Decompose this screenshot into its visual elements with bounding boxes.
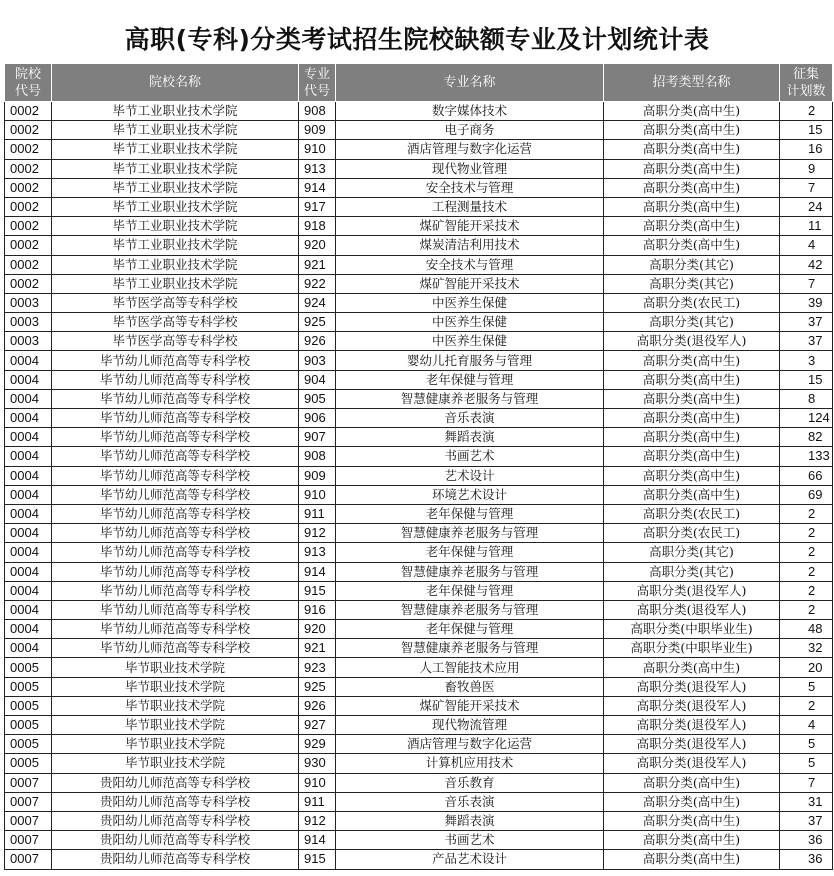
exam-type-cell: 高职分类(退役军人) [604, 716, 780, 735]
major-code-cell: 918 [299, 217, 336, 236]
plan-count-cell: 2 [780, 600, 833, 619]
plan-count-cell: 66 [780, 466, 833, 485]
table-row [5, 197, 833, 216]
major-code-cell: 909 [299, 466, 336, 485]
major-name-cell: 智慧健康养老服务与管理 [336, 562, 604, 581]
school-name-cell: 毕节幼儿师范高等专科学校 [52, 389, 299, 408]
plan-count-cell: 133 [780, 447, 833, 466]
major-code-cell: 906 [299, 409, 336, 428]
major-code-cell: 921 [299, 639, 336, 658]
school-code-cell: 0003 [5, 332, 52, 351]
school-code-cell: 0005 [5, 696, 52, 715]
school-code-cell: 0004 [5, 485, 52, 504]
table-row [5, 389, 833, 408]
school-name-cell: 毕节工业职业技术学院 [52, 197, 299, 216]
exam-type-cell: 高职分类(退役军人) [604, 735, 780, 754]
exam-type-cell: 高职分类(退役军人) [604, 581, 780, 600]
major-name-cell: 现代物业管理 [336, 159, 604, 178]
school-code-cell: 0004 [5, 447, 52, 466]
exam-type-cell: 高职分类(中职毕业生) [604, 620, 780, 639]
exam-type-cell: 高职分类(高中生) [604, 409, 780, 428]
exam-type-cell: 高职分类(高中生) [604, 447, 780, 466]
major-code-cell: 917 [299, 197, 336, 216]
table-row [5, 581, 833, 600]
table-header [5, 64, 833, 102]
school-name-cell: 毕节工业职业技术学院 [52, 102, 299, 121]
school-name-cell: 毕节职业技术学院 [52, 677, 299, 696]
major-name-cell: 产品艺术设计 [336, 850, 604, 869]
exam-type-cell: 高职分类(高中生) [604, 428, 780, 447]
table-row [5, 159, 833, 178]
major-name-cell: 老年保健与管理 [336, 581, 604, 600]
major-code-cell: 911 [299, 792, 336, 811]
major-code-cell: 929 [299, 735, 336, 754]
plan-count-cell: 24 [780, 197, 833, 216]
plan-count-cell: 2 [780, 543, 833, 562]
exam-type-cell: 高职分类(退役军人) [604, 696, 780, 715]
major-name-cell: 智慧健康养老服务与管理 [336, 600, 604, 619]
exam-type-cell: 高职分类(其它) [604, 562, 780, 581]
plan-count-cell: 42 [780, 255, 833, 274]
table-row [5, 792, 833, 811]
table-row [5, 102, 833, 121]
table-row [5, 370, 833, 389]
school-code-cell: 0007 [5, 773, 52, 792]
plan-count-cell: 36 [780, 831, 833, 850]
school-code-cell: 0007 [5, 831, 52, 850]
table-row [5, 773, 833, 792]
plan-count-cell: 5 [780, 754, 833, 773]
major-code-cell: 914 [299, 562, 336, 581]
major-code-cell: 908 [299, 447, 336, 466]
plan-count-cell: 2 [780, 581, 833, 600]
table-row [5, 716, 833, 735]
exam-type-cell: 高职分类(高中生) [604, 217, 780, 236]
school-name-cell: 毕节职业技术学院 [52, 696, 299, 715]
exam-type-cell: 高职分类(高中生) [604, 236, 780, 255]
table-row [5, 274, 833, 293]
school-name-cell: 毕节医学高等专科学校 [52, 293, 299, 312]
major-name-cell: 音乐教育 [336, 773, 604, 792]
exam-type-cell: 高职分类(退役军人) [604, 600, 780, 619]
major-name-cell: 现代物流管理 [336, 716, 604, 735]
table-row [5, 217, 833, 236]
school-code-cell: 0003 [5, 293, 52, 312]
exam-type-cell: 高职分类(高中生) [604, 773, 780, 792]
major-code-cell: 922 [299, 274, 336, 293]
school-code-cell: 0002 [5, 178, 52, 197]
major-code-cell: 910 [299, 485, 336, 504]
exam-type-cell: 高职分类(退役军人) [604, 754, 780, 773]
school-code-cell: 0004 [5, 581, 52, 600]
school-name-cell: 毕节幼儿师范高等专科学校 [52, 351, 299, 370]
plan-count-cell: 2 [780, 102, 833, 121]
plan-count-cell: 7 [780, 274, 833, 293]
table-row [5, 754, 833, 773]
major-name-cell: 安全技术与管理 [336, 255, 604, 274]
header-major-name: 专业名称 [336, 64, 604, 102]
major-code-cell: 926 [299, 696, 336, 715]
major-code-cell: 912 [299, 524, 336, 543]
major-code-cell: 907 [299, 428, 336, 447]
major-name-cell: 酒店管理与数字化运营 [336, 735, 604, 754]
school-name-cell: 毕节工业职业技术学院 [52, 217, 299, 236]
exam-type-cell: 高职分类(高中生) [604, 658, 780, 677]
plan-count-cell: 7 [780, 773, 833, 792]
major-code-cell: 915 [299, 850, 336, 869]
page-title: 高职(专科)分类考试招生院校缺额专业及计划统计表 [124, 25, 710, 54]
table-row [5, 409, 833, 428]
major-name-cell: 智慧健康养老服务与管理 [336, 389, 604, 408]
school-code-cell: 0002 [5, 217, 52, 236]
table-row [5, 293, 833, 312]
school-name-cell: 毕节职业技术学院 [52, 754, 299, 773]
major-code-cell: 916 [299, 600, 336, 619]
school-name-cell: 毕节职业技术学院 [52, 735, 299, 754]
school-code-cell: 0004 [5, 409, 52, 428]
school-name-cell: 毕节工业职业技术学院 [52, 121, 299, 140]
exam-type-cell: 高职分类(其它) [604, 543, 780, 562]
table-row [5, 485, 833, 504]
exam-type-cell: 高职分类(高中生) [604, 811, 780, 830]
major-name-cell: 数字媒体技术 [336, 102, 604, 121]
school-code-cell: 0004 [5, 370, 52, 389]
school-code-cell: 0005 [5, 677, 52, 696]
exam-type-cell: 高职分类(高中生) [604, 850, 780, 869]
school-code-cell: 0004 [5, 620, 52, 639]
plan-count-cell: 32 [780, 639, 833, 658]
plan-count-cell: 20 [780, 658, 833, 677]
school-name-cell: 毕节医学高等专科学校 [52, 313, 299, 332]
school-name-cell: 贵阳幼儿师范高等专科学校 [52, 831, 299, 850]
plan-count-cell: 39 [780, 293, 833, 312]
school-code-cell: 0005 [5, 735, 52, 754]
school-name-cell: 毕节工业职业技术学院 [52, 236, 299, 255]
school-name-cell: 毕节职业技术学院 [52, 716, 299, 735]
table-row [5, 562, 833, 581]
exam-type-cell: 高职分类(其它) [604, 313, 780, 332]
table-row [5, 620, 833, 639]
major-name-cell: 老年保健与管理 [336, 620, 604, 639]
school-code-cell: 0004 [5, 466, 52, 485]
header-row [5, 64, 833, 102]
school-code-cell: 0002 [5, 236, 52, 255]
exam-type-cell: 高职分类(高中生) [604, 370, 780, 389]
exam-type-cell: 高职分类(高中生) [604, 121, 780, 140]
major-code-cell: 914 [299, 831, 336, 850]
major-code-cell: 930 [299, 754, 336, 773]
school-code-cell: 0004 [5, 524, 52, 543]
table-row [5, 600, 833, 619]
table-row [5, 332, 833, 351]
major-code-cell: 908 [299, 102, 336, 121]
major-code-cell: 927 [299, 716, 336, 735]
major-code-cell: 925 [299, 677, 336, 696]
plan-count-cell: 8 [780, 389, 833, 408]
plan-count-cell: 37 [780, 313, 833, 332]
major-name-cell: 煤矿智能开采技术 [336, 217, 604, 236]
school-code-cell: 0007 [5, 850, 52, 869]
school-code-cell: 0004 [5, 562, 52, 581]
table-body [5, 102, 833, 870]
exam-type-cell: 高职分类(高中生) [604, 466, 780, 485]
major-name-cell: 煤矿智能开采技术 [336, 274, 604, 293]
table-row [5, 811, 833, 830]
major-name-cell: 老年保健与管理 [336, 370, 604, 389]
major-code-cell: 920 [299, 620, 336, 639]
school-name-cell: 贵阳幼儿师范高等专科学校 [52, 773, 299, 792]
table-row [5, 696, 833, 715]
plan-count-cell: 4 [780, 236, 833, 255]
school-code-cell: 0002 [5, 274, 52, 293]
major-code-cell: 909 [299, 121, 336, 140]
school-name-cell: 毕节幼儿师范高等专科学校 [52, 466, 299, 485]
school-name-cell: 毕节工业职业技术学院 [52, 159, 299, 178]
major-name-cell: 老年保健与管理 [336, 543, 604, 562]
table-row [5, 524, 833, 543]
major-code-cell: 920 [299, 236, 336, 255]
exam-type-cell: 高职分类(农民工) [604, 524, 780, 543]
school-name-cell: 毕节医学高等专科学校 [52, 332, 299, 351]
major-code-cell: 923 [299, 658, 336, 677]
major-name-cell: 音乐表演 [336, 409, 604, 428]
school-name-cell: 毕节幼儿师范高等专科学校 [52, 524, 299, 543]
exam-type-cell: 高职分类(农民工) [604, 504, 780, 523]
table-row [5, 121, 833, 140]
school-code-cell: 0002 [5, 121, 52, 140]
major-name-cell: 煤矿智能开采技术 [336, 696, 604, 715]
major-name-cell: 中医养生保健 [336, 293, 604, 312]
table-row [5, 735, 833, 754]
major-code-cell: 926 [299, 332, 336, 351]
school-code-cell: 0002 [5, 159, 52, 178]
school-code-cell: 0004 [5, 389, 52, 408]
major-name-cell: 煤炭清洁利用技术 [336, 236, 604, 255]
major-name-cell: 酒店管理与数字化运营 [336, 140, 604, 159]
table-row [5, 255, 833, 274]
major-code-cell: 914 [299, 178, 336, 197]
major-name-cell: 电子商务 [336, 121, 604, 140]
major-name-cell: 安全技术与管理 [336, 178, 604, 197]
school-name-cell: 毕节幼儿师范高等专科学校 [52, 620, 299, 639]
plan-count-cell: 5 [780, 677, 833, 696]
header-school-name: 院校名称 [52, 64, 299, 102]
exam-type-cell: 高职分类(高中生) [604, 159, 780, 178]
plan-count-cell: 82 [780, 428, 833, 447]
plan-count-cell: 37 [780, 811, 833, 830]
major-code-cell: 905 [299, 389, 336, 408]
exam-type-cell: 高职分类(高中生) [604, 389, 780, 408]
major-name-cell: 畜牧兽医 [336, 677, 604, 696]
exam-type-cell: 高职分类(高中生) [604, 197, 780, 216]
school-name-cell: 毕节幼儿师范高等专科学校 [52, 447, 299, 466]
major-code-cell: 915 [299, 581, 336, 600]
plan-count-cell: 36 [780, 850, 833, 869]
major-code-cell: 913 [299, 159, 336, 178]
school-code-cell: 0004 [5, 504, 52, 523]
major-code-cell: 921 [299, 255, 336, 274]
plan-count-cell: 7 [780, 178, 833, 197]
school-name-cell: 毕节工业职业技术学院 [52, 255, 299, 274]
table-row [5, 543, 833, 562]
school-code-cell: 0004 [5, 600, 52, 619]
table-row [5, 428, 833, 447]
school-code-cell: 0002 [5, 197, 52, 216]
header-major-code: 专业 代号 [299, 64, 336, 102]
major-code-cell: 913 [299, 543, 336, 562]
major-name-cell: 人工智能技术应用 [336, 658, 604, 677]
exam-type-cell: 高职分类(高中生) [604, 792, 780, 811]
school-code-cell: 0004 [5, 351, 52, 370]
school-name-cell: 毕节幼儿师范高等专科学校 [52, 370, 299, 389]
table-row [5, 831, 833, 850]
table-row [5, 677, 833, 696]
major-name-cell: 音乐表演 [336, 792, 604, 811]
exam-type-cell: 高职分类(农民工) [604, 293, 780, 312]
table-row [5, 639, 833, 658]
table-row [5, 447, 833, 466]
major-name-cell: 中医养生保健 [336, 313, 604, 332]
major-name-cell: 工程测量技术 [336, 197, 604, 216]
major-code-cell: 911 [299, 504, 336, 523]
plan-count-cell: 37 [780, 332, 833, 351]
major-code-cell: 910 [299, 773, 336, 792]
school-code-cell: 0007 [5, 811, 52, 830]
major-name-cell: 舞蹈表演 [336, 428, 604, 447]
major-code-cell: 925 [299, 313, 336, 332]
major-name-cell: 舞蹈表演 [336, 811, 604, 830]
plan-count-cell: 2 [780, 504, 833, 523]
plan-count-cell: 15 [780, 370, 833, 389]
plan-count-cell: 69 [780, 485, 833, 504]
plan-count-cell: 48 [780, 620, 833, 639]
table-row [5, 313, 833, 332]
plan-count-cell: 2 [780, 562, 833, 581]
exam-type-cell: 高职分类(高中生) [604, 351, 780, 370]
school-name-cell: 贵阳幼儿师范高等专科学校 [52, 792, 299, 811]
table-row [5, 351, 833, 370]
school-code-cell: 0007 [5, 792, 52, 811]
table-row [5, 236, 833, 255]
school-name-cell: 毕节幼儿师范高等专科学校 [52, 409, 299, 428]
exam-type-cell: 高职分类(高中生) [604, 831, 780, 850]
plan-count-cell: 31 [780, 792, 833, 811]
exam-type-cell: 高职分类(高中生) [604, 178, 780, 197]
school-name-cell: 毕节幼儿师范高等专科学校 [52, 600, 299, 619]
major-name-cell: 书画艺术 [336, 447, 604, 466]
school-name-cell: 毕节工业职业技术学院 [52, 140, 299, 159]
major-name-cell: 环境艺术设计 [336, 485, 604, 504]
school-name-cell: 毕节幼儿师范高等专科学校 [52, 485, 299, 504]
enrollment-table [4, 63, 833, 870]
exam-type-cell: 高职分类(中职毕业生) [604, 639, 780, 658]
school-code-cell: 0004 [5, 543, 52, 562]
table-row [5, 178, 833, 197]
major-name-cell: 智慧健康养老服务与管理 [336, 639, 604, 658]
exam-type-cell: 高职分类(退役军人) [604, 677, 780, 696]
school-code-cell: 0004 [5, 428, 52, 447]
major-name-cell: 艺术设计 [336, 466, 604, 485]
plan-count-cell: 11 [780, 217, 833, 236]
exam-type-cell: 高职分类(高中生) [604, 102, 780, 121]
school-name-cell: 贵阳幼儿师范高等专科学校 [52, 850, 299, 869]
major-code-cell: 903 [299, 351, 336, 370]
major-name-cell: 计算机应用技术 [336, 754, 604, 773]
table-row [5, 850, 833, 869]
plan-count-cell: 2 [780, 524, 833, 543]
exam-type-cell: 高职分类(高中生) [604, 140, 780, 159]
header-plan-count: 征集 计划数 [780, 64, 833, 102]
exam-type-cell: 高职分类(其它) [604, 255, 780, 274]
plan-count-cell: 124 [780, 409, 833, 428]
school-code-cell: 0002 [5, 102, 52, 121]
header-exam-type: 招考类型名称 [604, 64, 780, 102]
plan-count-cell: 4 [780, 716, 833, 735]
school-name-cell: 毕节幼儿师范高等专科学校 [52, 562, 299, 581]
school-code-cell: 0005 [5, 658, 52, 677]
school-code-cell: 0002 [5, 140, 52, 159]
major-name-cell: 书画艺术 [336, 831, 604, 850]
plan-count-cell: 15 [780, 121, 833, 140]
exam-type-cell: 高职分类(高中生) [604, 485, 780, 504]
school-name-cell: 毕节幼儿师范高等专科学校 [52, 639, 299, 658]
table-row [5, 658, 833, 677]
major-code-cell: 910 [299, 140, 336, 159]
school-code-cell: 0005 [5, 716, 52, 735]
school-code-cell: 0003 [5, 313, 52, 332]
plan-count-cell: 2 [780, 696, 833, 715]
plan-count-cell: 5 [780, 735, 833, 754]
plan-count-cell: 3 [780, 351, 833, 370]
school-name-cell: 贵阳幼儿师范高等专科学校 [52, 811, 299, 830]
major-name-cell: 老年保健与管理 [336, 504, 604, 523]
exam-type-cell: 高职分类(退役军人) [604, 332, 780, 351]
school-code-cell: 0002 [5, 255, 52, 274]
table-row [5, 504, 833, 523]
school-name-cell: 毕节幼儿师范高等专科学校 [52, 543, 299, 562]
major-name-cell: 中医养生保健 [336, 332, 604, 351]
school-code-cell: 0005 [5, 754, 52, 773]
school-name-cell: 毕节工业职业技术学院 [52, 178, 299, 197]
major-code-cell: 904 [299, 370, 336, 389]
plan-count-cell: 9 [780, 159, 833, 178]
major-name-cell: 智慧健康养老服务与管理 [336, 524, 604, 543]
header-school-code: 院校 代号 [5, 64, 52, 102]
major-code-cell: 924 [299, 293, 336, 312]
school-name-cell: 毕节幼儿师范高等专科学校 [52, 428, 299, 447]
major-name-cell: 婴幼儿托育服务与管理 [336, 351, 604, 370]
table-row [5, 140, 833, 159]
school-name-cell: 毕节职业技术学院 [52, 658, 299, 677]
table-row [5, 466, 833, 485]
school-name-cell: 毕节幼儿师范高等专科学校 [52, 581, 299, 600]
school-name-cell: 毕节幼儿师范高等专科学校 [52, 504, 299, 523]
school-code-cell: 0004 [5, 639, 52, 658]
exam-type-cell: 高职分类(其它) [604, 274, 780, 293]
major-code-cell: 912 [299, 811, 336, 830]
plan-count-cell: 16 [780, 140, 833, 159]
school-name-cell: 毕节工业职业技术学院 [52, 274, 299, 293]
